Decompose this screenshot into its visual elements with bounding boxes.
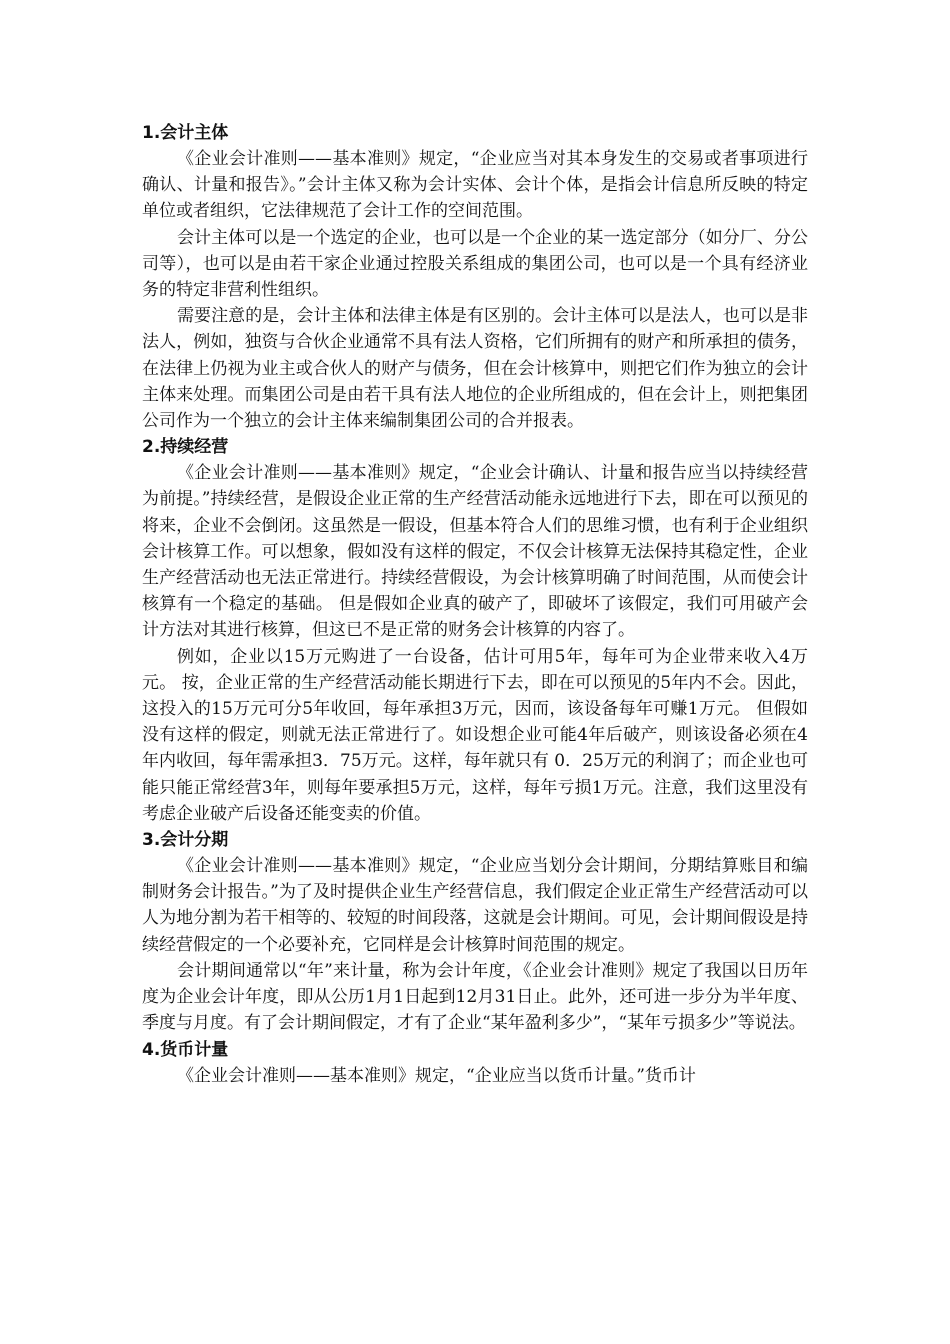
- paragraph: 《企业会计准则——基本准则》规定，“企业应当以货币计量。”货币计: [177, 1065, 696, 1086]
- section-heading-accounting-entity: 1.会计主体: [142, 123, 229, 143]
- section-heading-monetary-measurement: 4.货币计量: [142, 1039, 229, 1060]
- document-page: [142, 120, 808, 1089]
- paragraph: 例如，企业以15万元购进了一台设备，估计可用5年，每年可为企业带来收入4万元。 按，企业正常的生产经营活动能长期进行下去，即在可以预见的5年内不会。因此，这投入的15万元可分5年收回，每年承担3万元，因而，该设备每年可赚1万元。 但假如没有这样的假定，则就无法正常进行了。如设想企业可能4年后破产，则该设备必须在4年内收回，每年需承担3．75万元。这样，每年就只有 0．25万元的利润了；而企业也可能只能正常经营3年，则每年要承担5万元，这样，每年亏损1万元。注意，我们这里没有考虑企业破产后设备还能变卖的价值。: [142, 646, 808, 824]
- paragraph: 《企业会计准则——基本准则》规定，“企业应当划分会计期间，分期结算账目和编制财务会计报告。”为了及时提供企业生产经营信息，我们假定企业正常生产经营活动可以人为地分割为若干相等的、较短的时间段落，这就是会计期间。可见，会计期间假设是持续经营假定的一个必要补充，它同样是会计核算时间范围的规定。: [142, 856, 808, 955]
- section-heading-going-concern: 2.持续经营: [142, 437, 229, 458]
- paragraph: 《企业会计准则——基本准则》规定，“企业应当对其本身发生的交易或者事项进行确认、计量和报告》。”会计主体又称为会计实体、会计个体，是指会计信息所反映的特定单位或者组织，它法律规范了会计工作的空间范围。: [142, 149, 808, 222]
- paragraph: 会计主体可以是一个选定的企业，也可以是一个企业的某一选定部分（如分厂、分公司等），也可以是由若干家企业通过控股关系组成的集团公司，也可以是一个具有经济业务的特定非营利性组织。: [142, 227, 808, 301]
- paragraph: 会计期间通常以“年”来计量，称为会计年度，《企业会计准则》规定了我国以日历年度为企业会计年度，即从公历1月1日起到12月31日止。此外，还可进一步分为半年度、季度与月度。有了会计期间假定，才有了企业“某年盈利多少”，“某年亏损多少”等说法。: [142, 960, 808, 1034]
- paragraph: 需要注意的是，会计主体和法律主体是有区别的。会计主体可以是法人，也可以是非法人，例如，独资与合伙企业通常不具有法人资格，它们所拥有的财产和所承担的债务，在法律上仍视为业主或合伙人的财产与债务，但在会计核算中，则把它们作为独立的会计主体来处理。而集团公司是由若干具有法人地位的企业所组成的，但在会计上，则把集团公司作为一个独立的会计主体来编制集团公司的合并报表。: [142, 306, 808, 432]
- section-heading-accounting-period: 3.会计分期: [142, 830, 229, 851]
- paragraph: 《企业会计准则——基本准则》规定，“企业会计确认、计量和报告应当以持续经营为前提。”持续经营，是假设企业正常的生产经营活动能永远地进行下去，即在可以预见的将来，企业不会倒闭。这虽然是一假设，但基本符合人们的思维习惯，也有利于企业组织会计核算工作。可以想象，假如没有这样的假定，不仅会计核算无法保持其稳定性，企业生产经营活动也无法正常进行。持续经营假设，为会计核算明确了时间范围，从而使会计核算有一个稳定的基础。 但是假如企业真的破产了，即破坏了该假定，我们可用破产会计方法对其进行核算，但这已不是正常的财务会计核算的内容了。: [142, 463, 808, 641]
